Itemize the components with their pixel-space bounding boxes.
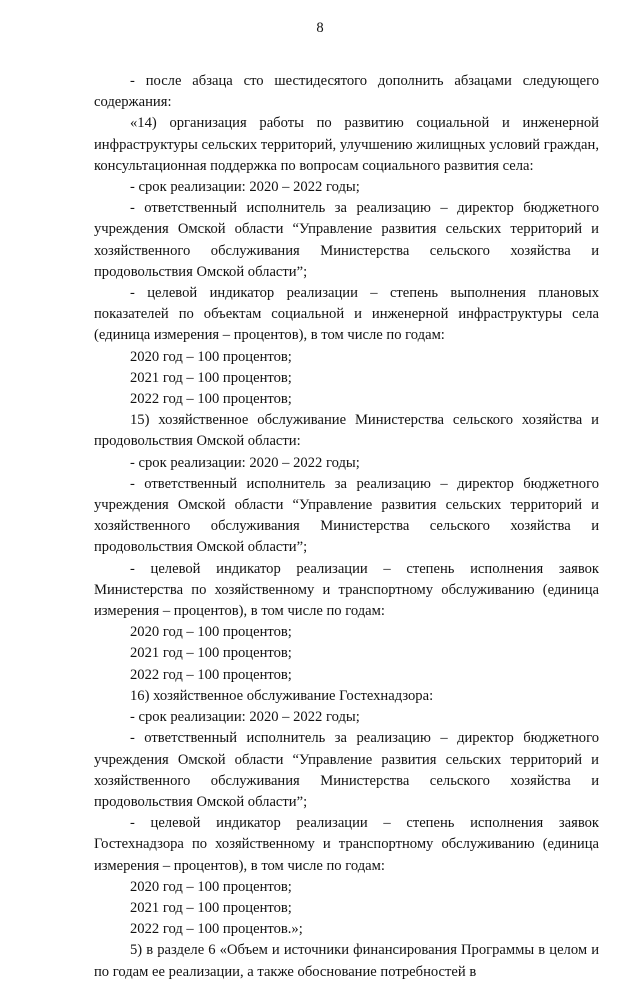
paragraph: 2020 год – 100 процентов; bbox=[130, 624, 292, 641]
paragraph: «14) организация работы по развитию социальной и инженерной инфраструктуры сельских территорий, улучшению жилищных условий граждан, консультационная поддержка по вопросам социального развития села: bbox=[94, 115, 599, 174]
document-body bbox=[94, 71, 599, 983]
paragraph: - срок реализации: 2020 – 2022 годы; bbox=[130, 454, 360, 471]
paragraph: - целевой индикатор реализации – степень исполнения заявок Министерства по хозяйственному и транспортному обслуживанию (единица измерения – процентов), в том числе по годам: bbox=[94, 560, 599, 620]
paragraph: 2021 год – 100 процентов; bbox=[130, 645, 292, 662]
paragraph: 2021 год – 100 процентов; bbox=[130, 899, 292, 916]
paragraph: - ответственный исполнитель за реализацию – директор бюджетного учреждения Омской области “Управление развития сельских территорий и хозяйственного обслуживания Министерства сельского хозяйства и продовольствия Омской области”; bbox=[94, 730, 599, 810]
paragraph: 15) хозяйственное обслуживание Министерства сельского хозяйства и продовольствия Омской области: bbox=[94, 412, 599, 450]
paragraph: - целевой индикатор реализации – степень выполнения плановых показателей по объектам социальной и инженерной инфраструктуры села (единица измерения – процентов), в том числе по годам: bbox=[94, 285, 599, 344]
paragraph: - срок реализации: 2020 – 2022 годы; bbox=[130, 179, 360, 196]
paragraph: 2022 год – 100 процентов; bbox=[130, 391, 292, 408]
page-number: 8 bbox=[316, 20, 324, 36]
paragraph: 5) в разделе 6 «Объем и источники финансирования Программы в целом и по годам ее реализации, а также обоснование потребностей в bbox=[94, 942, 599, 980]
paragraph: - ответственный исполнитель за реализацию – директор бюджетного учреждения Омской области “Управление развития сельских территорий и хозяйственного обслуживания Министерства сельского хозяйства и продовольствия Омской области”; bbox=[94, 475, 599, 556]
paragraph: 16) хозяйственное обслуживание Гостехнадзора: bbox=[130, 687, 434, 704]
paragraph: 2021 год – 100 процентов; bbox=[130, 369, 292, 386]
paragraph: 2022 год – 100 процентов.»; bbox=[130, 921, 303, 938]
paragraph: - целевой индикатор реализации – степень исполнения заявок Гостехнадзора по хозяйственному и транспортному обслуживанию (единица измерения – процентов), в том числе по годам: bbox=[94, 815, 599, 874]
paragraph: 2022 год – 100 процентов; bbox=[130, 666, 292, 683]
paragraph: 2020 год – 100 процентов; bbox=[130, 878, 292, 895]
paragraph: 2020 год – 100 процентов; bbox=[130, 348, 292, 365]
paragraph: - срок реализации: 2020 – 2022 годы; bbox=[130, 709, 360, 726]
paragraph: - ответственный исполнитель за реализацию – директор бюджетного учреждения Омской области “Управление развития сельских территорий и хозяйственного обслуживания Министерства сельского хозяйства и продовольствия Омской области”; bbox=[94, 200, 599, 280]
paragraph: - после абзаца сто шестидесятого дополнить абзацами следующего содержания: bbox=[94, 73, 599, 111]
